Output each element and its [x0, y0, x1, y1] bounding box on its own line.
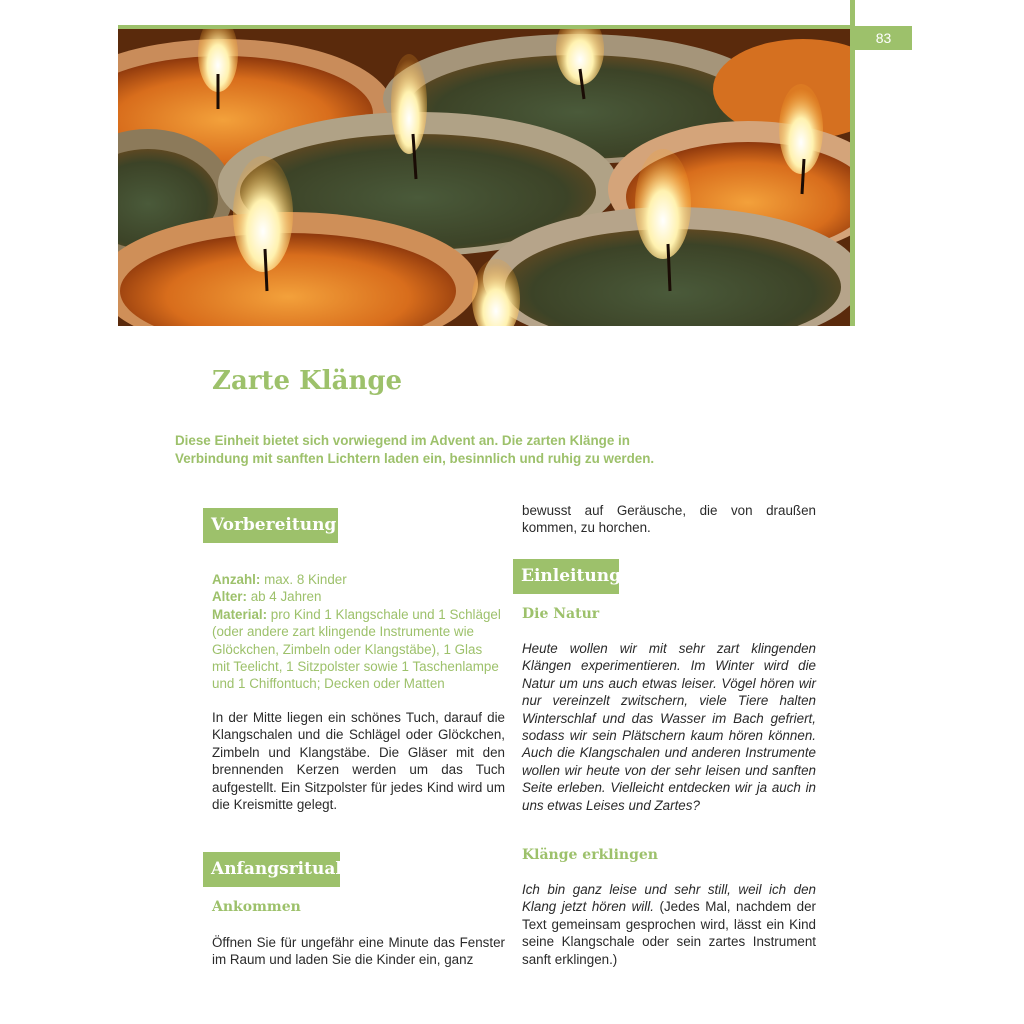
continuation-text: bewusst auf Geräusche, die von draußen kommen, zu horchen. [522, 503, 816, 536]
einleitung-text: Heute wollen wir mit sehr zart klingenden Klängen experimentieren. Im Winter wird die Natur um uns auch etwas leiser. Vögel hören wir nur vereinzelt zwitschern, viele Tiere halten Winterschlaf und das Wasser im Bach gefriert, sodass wir sein Plätschern kaum hören können. Auch die Klangschalen und anderen Instrumente wollen wir heute von der sehr leisen und sanften Seite erleben. Vielleicht entdecken wir ja auch in uns etwas Leises und Zartes? [522, 641, 816, 813]
anzahl-label: Anzahl: [212, 572, 261, 587]
heading-vorbereitung-label: Vorbereitung [211, 515, 337, 535]
heading-einleitung [513, 559, 619, 594]
material-line [212, 606, 502, 693]
subhead-klaenge-erklingen: Klänge erklingen [522, 847, 658, 863]
heading-vorbereitung [203, 508, 338, 543]
page-title: Zarte Klänge [212, 366, 403, 396]
candles-photo [118, 29, 850, 326]
heading-einleitung-label: Einleitung [521, 566, 621, 586]
klaenge-italic: Ich bin ganz leise und sehr still, weil ich den Klang jetzt hören will. [522, 882, 816, 915]
klaenge-normal: (Jedes Mal, nachdem der Text gemeinsam gesprochen wird, lässt ein Kind seine Klangschale oder sein zartes Instrument sanft erklingen.) [522, 899, 817, 967]
subhead-ankommen: Ankommen [212, 899, 301, 915]
anzahl-line [212, 571, 502, 588]
alter-line [212, 588, 502, 605]
vorbereitung-text: In der Mitte liegen ein schönes Tuch, darauf die Klangschalen und die Schlägel oder Glöckchen, Zimbeln und Klangstäbe. Die Gläser mit den brennenden Kerzen werden um das Tuch aufgestellt. Ein Sitzpolster für jedes Kind wird um die Kreismitte gelegt. [212, 710, 505, 813]
anzahl-value: max. 8 Kinder [260, 572, 347, 587]
material-value: pro Kind 1 Klangschale und 1 Schlägel (oder andere zart klingende Instrumente wie Glöckchen, Zimbeln oder Klangstäbe), 1 Glas mit Teelicht, 1 Sitzpolster sowie 1 Taschenlampe und 1 Chiffontuch; Decken oder Matten [212, 606, 501, 692]
info-block [212, 571, 502, 693]
page-number: 83 [855, 26, 912, 50]
heading-anfangsritual [203, 852, 340, 887]
klaenge-text [522, 881, 816, 968]
intro-text: Diese Einheit bietet sich vorwiegend im Advent an. Die zarten Klänge in Verbindung mit sanften Lichtern laden ein, besinnlich und ruhig zu werden. [175, 433, 655, 466]
subhead-die-natur: Die Natur [522, 606, 600, 622]
anfangsritual-text: Öffnen Sie für ungefähr eine Minute das Fenster im Raum und laden Sie die Kinder ein, ganz [212, 935, 505, 968]
alter-label: Alter: [212, 589, 247, 605]
alter-value: ab 4 Jahren [246, 589, 322, 605]
material-label: Material: [212, 606, 268, 622]
heading-anfangsritual-label: Anfangsritual [211, 859, 342, 879]
